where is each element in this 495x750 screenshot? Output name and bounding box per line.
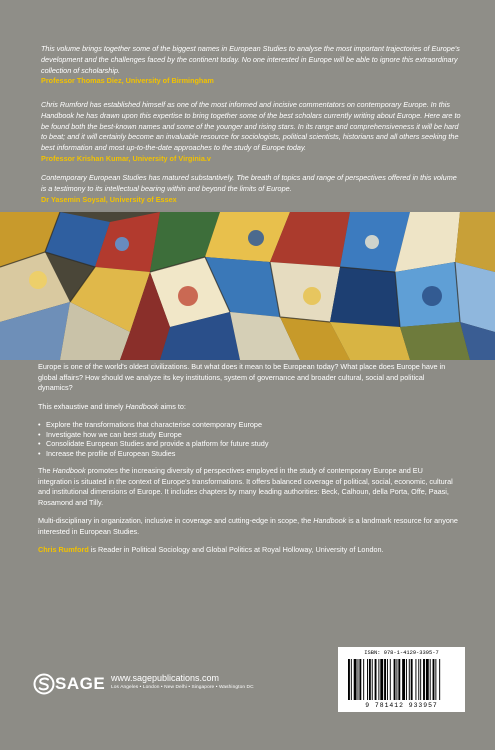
barcode [338,647,465,712]
barcode-bar [390,659,391,700]
barcode-digits: 9 781412 933957 [365,702,438,709]
endorsement-text: Chris Rumford has established himself as one of the most informed and incisive commentators on contemporary Europe. In this Handbook he has drawn upon this expertise to bring together some of the best scholars currently writing about Europe. Here are to be found both the best-known names and some of the younger and rising stars. In its range and comprehensiveness it will be hard to beat; and it will certainly become an invaluable resource for sociologists, political scientists, historians and all others seeking the best information and most up-to-the-date approaches to the study of Europe today. [41,100,461,153]
publisher-url[interactable]: www.sagepublications.com [111,673,220,683]
endorsement-text: Contemporary European Studies has matured substantively. The breath of topics and range of perspectives offered in this volume is a testimony to its intellectual bearing within and beyond the limits of Europe. [41,173,457,193]
barcode-bar [433,659,435,700]
barcode-bar [430,659,431,700]
barcode-bar [380,659,383,700]
barcode-bar [378,659,379,700]
sage-logo [33,673,109,695]
coverage-prefix: The [38,466,53,476]
list-item: • Increase the profile of European Studies [38,449,458,459]
barcode-bar [375,659,377,700]
scope-handbook: Handbook [313,516,347,526]
barcode-bar [439,659,440,700]
endorsement-2 [41,100,461,165]
barcode-bar [435,659,436,700]
endorsement-text: This volume brings together some of the biggest names in European Studies to analyse the most important trajectories of Europe's development and the challenges faced by the continent today. No one interested in Europe will be able to ignore this extraordinary collection of scholarship. [41,44,460,75]
endorsement-3 [41,173,461,205]
mosaic-image [0,212,495,360]
list-item: • Explore the transformations that characterise contemporary Europe [38,420,458,430]
barcode-bar [415,659,416,700]
barcode-bar [411,659,413,700]
intro-paragraph: Europe is one of the world's oldest civilizations. But what does it mean to be European today? What place does Europe have in global affairs? How should we analyze its key institutions, system of governance and broader cultural, social and political dynamics? [38,362,446,392]
endorsement-author: Professor Krishan Kumar, University of Virginia.v [41,153,211,163]
aims-lead-end: aims to: [158,401,186,411]
barcode-bar [387,659,388,700]
editor-bio-text: is Reader in Political Sociology and Global Politics at Royal Holloway, University of London. [88,545,384,555]
scope-text: is a landmark resource for anyone interested in European Studies. [38,516,458,536]
aims-lead-text: This exhaustive and timely [38,401,126,411]
editor-bio [38,545,458,556]
coverage-text: promotes the increasing diversity of perspectives employed in the study of contemporary Europe and EU integration is situated in the context of Europe's transformations. It offers balanced coverage of political, social, economic, cultural and institutional dimensions of Europe. It includes chapters by many leading authorities: Beck, Calhoun, della Porta, Offe, Paasi, Rosamond and Tilly. [38,466,453,507]
barcode-bar [406,659,407,700]
barcode-bar [384,659,386,700]
barcode-bar [363,659,364,700]
barcode-bar [409,659,410,700]
barcode-bar [418,659,419,700]
list-item: • Investigate how we can best study Europe [38,430,458,440]
endorsement-1 [41,44,461,87]
barcode-bar [402,659,405,700]
publisher-footer [33,670,263,704]
aims-list [38,420,458,458]
isbn-label: ISBN: 978-1-4129-3395-7 [364,650,439,656]
barcode-bar [369,659,371,700]
aims-lead [38,402,458,413]
barcode-bar [359,659,361,700]
endorsement-author: Professor Thomas Diez, University of Birmingham [41,76,214,86]
sage-wordmark: SAGE [55,674,106,693]
endorsements-section [0,0,495,210]
barcode-bar [358,659,359,700]
barcode-bar [367,659,368,700]
coverage-handbook: Handbook [52,466,86,476]
sage-emblem-icon [33,673,55,695]
aims-lead-handbook: Handbook [125,401,159,411]
mosaic-artwork [0,212,495,360]
publisher-cities: Los Angeles • London • New Delhi • Singapore • Washington DC [111,685,254,690]
barcode-bar [398,659,400,700]
barcode-bar [372,659,373,700]
barcode-bar [420,659,421,700]
editor-name: Chris Rumford [38,545,89,555]
barcode-bar [348,659,350,700]
coverage-paragraph [38,466,458,508]
barcode-bar [423,659,425,700]
barcode-bar [354,659,357,700]
barcode-bar [351,659,352,700]
list-item: • Consolidate European Studies and provide a platform for future study [38,439,458,449]
scope-prefix: Multi-disciplinary in organization, inclusive in coverage and cutting-edge in scope, the [38,516,314,526]
barcode-bar [394,659,396,700]
barcode-bar [396,659,397,700]
endorsement-author: Dr Yasemin Soysal, University of Essex [41,194,177,204]
barcode-bar [426,659,429,700]
scope-paragraph [38,516,458,537]
description [38,362,458,564]
